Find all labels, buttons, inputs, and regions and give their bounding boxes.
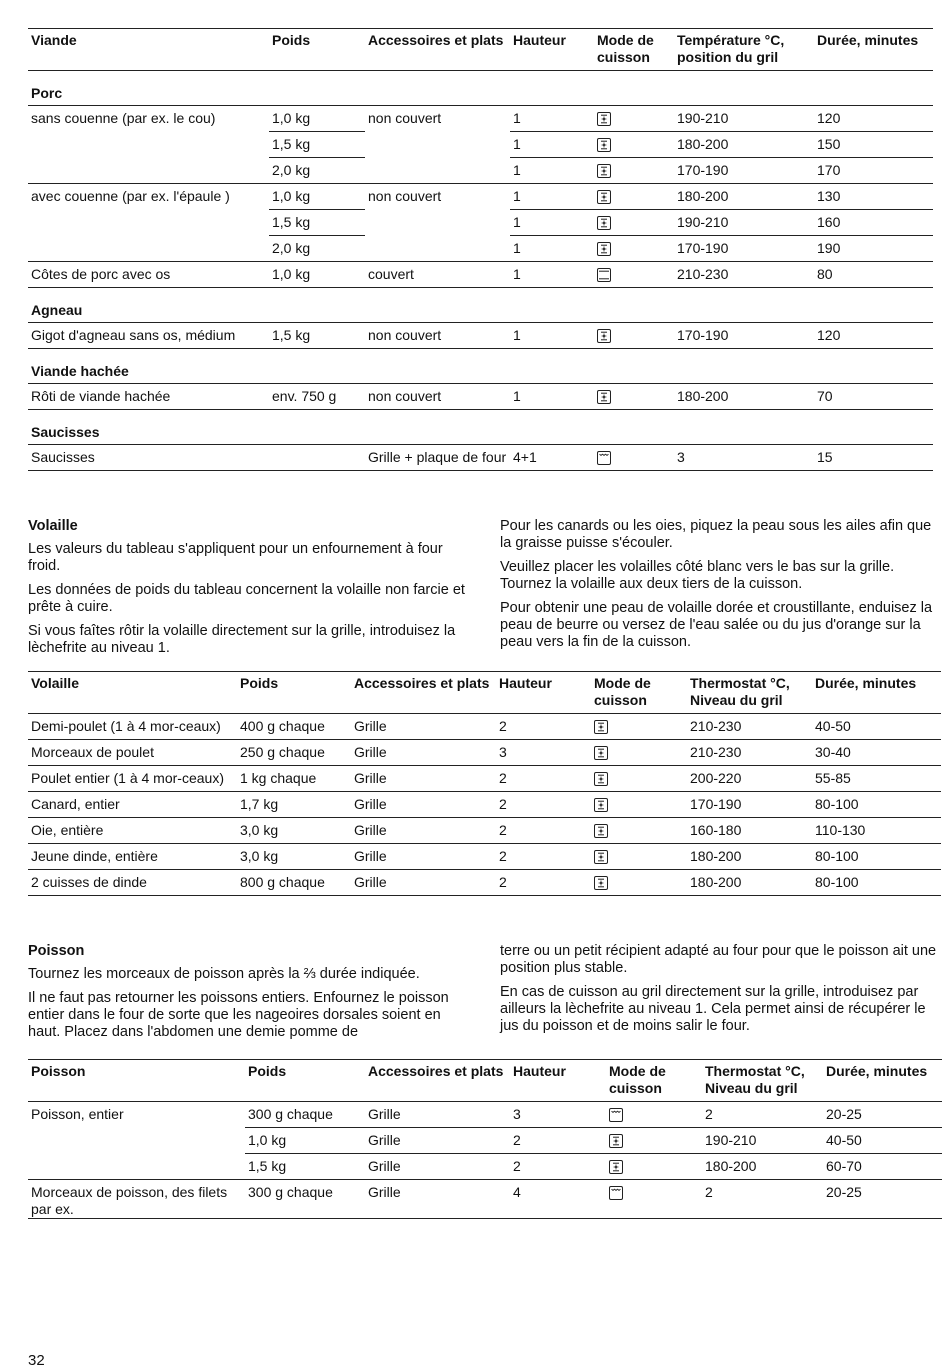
convection-icon: [594, 772, 608, 786]
row-mode: [591, 844, 687, 870]
col-header: Poids: [240, 675, 279, 691]
row-height: 2: [496, 792, 591, 818]
row-weight: 1,5 kg: [269, 210, 365, 236]
row-name: Canard, entier: [28, 792, 237, 818]
convection-icon: [597, 112, 611, 126]
table-row: [28, 844, 941, 870]
row-accessories: non couvert: [365, 384, 510, 410]
row-mode: [591, 818, 687, 844]
col-header: Mode de cuisson: [609, 1063, 666, 1096]
row-duration: 80-100: [812, 844, 941, 870]
row-duration: 130: [814, 184, 933, 210]
row-name: Demi-poulet (1 à 4 mor-ceaux): [31, 718, 221, 734]
row-weight: 2,0 kg: [269, 236, 365, 262]
row-temperature: 180-200: [674, 132, 814, 158]
row-weight: 1,7 kg: [237, 792, 351, 818]
row-accessories: Grille: [351, 844, 496, 870]
grill-icon: [597, 451, 611, 465]
row-name: Saucisses: [28, 445, 269, 471]
row-name: Poulet entier (1 à 4 mor-ceaux): [28, 766, 237, 792]
row-temperature: 210-230: [687, 740, 812, 766]
row-height: 4: [510, 1180, 606, 1219]
table-row: [28, 384, 933, 410]
row-temperature: 2: [705, 1106, 713, 1122]
volaille-table: [28, 671, 941, 896]
convection-icon: [594, 746, 608, 760]
row-mode: [594, 158, 674, 184]
table-row: [28, 740, 941, 766]
convection-icon: [597, 138, 611, 152]
section-title: Saucisses: [28, 410, 933, 445]
row-name: [28, 1154, 245, 1180]
row-accessories: Grille: [365, 1128, 510, 1154]
row-duration: 15: [814, 445, 933, 471]
volaille-table-header: [28, 672, 941, 714]
col-header: Viande: [31, 32, 77, 48]
row-temperature: 190-210: [702, 1128, 823, 1154]
row-mode: [594, 384, 674, 410]
row-mode: [606, 1180, 702, 1219]
row-name: 2 cuisses de dinde: [28, 870, 237, 896]
row-name: Gigot d'agneau sans os, médium: [28, 323, 269, 349]
row-height: 1: [510, 184, 594, 210]
col-header: Thermostat °C, Niveau du gril: [690, 675, 790, 708]
section-title: Agneau: [28, 288, 933, 323]
row-temperature: 2: [702, 1180, 823, 1219]
row-height: 1: [510, 132, 594, 158]
row-mode: [591, 766, 687, 792]
row-weight: 250 g chaque: [237, 740, 351, 766]
row-weight: 400 g chaque: [240, 718, 325, 734]
page-number: 32: [28, 1352, 45, 1369]
row-weight: 800 g chaque: [237, 870, 351, 896]
col-header: Hauteur: [513, 32, 566, 48]
row-height: 1: [510, 384, 594, 410]
row-duration: 30-40: [812, 740, 941, 766]
row-temperature: 190-210: [674, 106, 814, 132]
table-row: [28, 236, 933, 262]
row-name: Morceaux de poisson, des filets par ex.: [28, 1180, 245, 1219]
row-weight: 3,0 kg: [237, 818, 351, 844]
row-accessories: Grille: [351, 792, 496, 818]
row-name: [28, 158, 269, 184]
row-mode: [594, 262, 674, 288]
row-mode: [594, 106, 674, 132]
row-duration: 110-130: [812, 818, 941, 844]
convection-icon: [597, 242, 611, 256]
row-duration: 160: [814, 210, 933, 236]
paragraph: En cas de cuisson au gril directement sur la grille, introduisez par ailleurs la lèchefrite au niveau 1. Cela permet ainsi de récupérer le jus du poisson et de moins salir le four.: [500, 984, 926, 1034]
col-header: Durée, minutes: [826, 1063, 928, 1079]
row-duration: 170: [814, 158, 933, 184]
col-header: Volaille: [31, 675, 79, 691]
row-weight: 3,0 kg: [237, 844, 351, 870]
poisson-text-right: [500, 943, 942, 1042]
table-row: [28, 1180, 942, 1219]
table-row: [28, 106, 933, 132]
row-accessories: Grille + plaque de four: [365, 445, 510, 471]
row-accessories: Grille: [368, 1106, 401, 1122]
row-weight: 1,5 kg: [245, 1154, 365, 1180]
table-row: [28, 870, 941, 896]
row-duration: 20-25: [823, 1180, 942, 1219]
paragraph: Les valeurs du tableau s'appliquent pour un enfournement à four froid.: [28, 541, 443, 574]
row-mode: [594, 184, 674, 210]
row-height: 1: [510, 262, 594, 288]
col-header: Poids: [272, 32, 311, 48]
table-row: [28, 1128, 942, 1154]
row-duration: 40-50: [815, 718, 851, 734]
row-temperature: 180-200: [674, 384, 814, 410]
row-accessories: non couvert: [365, 184, 510, 210]
volaille-text-left: [28, 518, 468, 664]
row-height: 2: [499, 718, 507, 734]
row-accessories: Grille: [354, 718, 387, 734]
row-height: 1: [510, 210, 594, 236]
row-duration: 80: [814, 262, 933, 288]
section-title: Viande hachée: [28, 349, 933, 384]
top-bottom-heat-icon: [597, 268, 611, 282]
convection-icon: [597, 216, 611, 230]
col-header: Durée, minutes: [817, 32, 919, 48]
row-duration: 80-100: [812, 792, 941, 818]
col-header: Poids: [248, 1063, 287, 1079]
row-mode: [594, 236, 674, 262]
col-header: Thermostat °C, Niveau du gril: [705, 1063, 805, 1096]
col-header: Durée, minutes: [815, 675, 917, 691]
convection-icon: [594, 850, 608, 864]
poisson-text-left: [28, 943, 473, 1048]
table-row: [28, 818, 941, 844]
row-weight: 1 kg chaque: [237, 766, 351, 792]
volaille-text-right: [500, 518, 942, 658]
table-row: [28, 158, 933, 184]
row-weight: 1,5 kg: [269, 132, 365, 158]
row-name: Côtes de porc avec os: [28, 262, 269, 288]
convection-icon: [597, 190, 611, 204]
poisson-title: Poisson: [28, 943, 85, 959]
col-header: Mode de cuisson: [597, 32, 654, 65]
col-header: Température °C, position du gril: [677, 32, 785, 65]
row-name: [28, 132, 269, 158]
convection-icon: [594, 824, 608, 838]
row-temperature: 180-200: [687, 870, 812, 896]
table-row: [28, 792, 941, 818]
row-temperature: 170-190: [674, 236, 814, 262]
row-weight: 1,0 kg: [245, 1128, 365, 1154]
row-accessories: Grille: [351, 870, 496, 896]
volaille-title: Volaille: [28, 518, 78, 534]
col-header: Mode de cuisson: [594, 675, 651, 708]
row-height: 2: [510, 1154, 606, 1180]
row-weight: env. 750 g: [269, 384, 365, 410]
poisson-table: [28, 1059, 942, 1219]
row-mode: [594, 132, 674, 158]
row-name: sans couenne (par ex. le cou): [28, 106, 269, 132]
convection-icon: [594, 876, 608, 890]
row-height: 1: [510, 106, 594, 132]
convection-icon: [609, 1134, 623, 1148]
row-mode: [594, 323, 674, 349]
row-duration: 150: [814, 132, 933, 158]
row-height: 1: [510, 236, 594, 262]
convection-icon: [594, 720, 608, 734]
row-duration: 20-25: [826, 1106, 862, 1122]
table-row: [28, 445, 933, 471]
convection-icon: [597, 329, 611, 343]
col-header: Poisson: [31, 1063, 86, 1079]
row-accessories: [365, 158, 510, 184]
table-row: [28, 766, 941, 792]
meat-table: [28, 28, 933, 471]
row-height: 2: [496, 870, 591, 896]
section-row: [28, 410, 933, 445]
row-temperature: 180-200: [674, 184, 814, 210]
row-accessories: Grille: [351, 766, 496, 792]
row-temperature: 210-230: [674, 262, 814, 288]
row-duration: 55-85: [812, 766, 941, 792]
col-header: Accessoires et plats: [368, 1063, 504, 1079]
row-temperature: 170-190: [674, 158, 814, 184]
convection-icon: [609, 1160, 623, 1174]
row-name: [28, 1128, 245, 1154]
col-header: Hauteur: [499, 675, 552, 691]
section-row: [28, 349, 933, 384]
section-row: [28, 288, 933, 323]
poisson-table-header: [28, 1060, 942, 1102]
row-weight: 1,0 kg: [269, 262, 365, 288]
table-row: [28, 210, 933, 236]
row-temperature: 190-210: [674, 210, 814, 236]
row-temperature: 180-200: [687, 844, 812, 870]
row-weight: 2,0 kg: [269, 158, 365, 184]
row-height: 3: [496, 740, 591, 766]
row-name: Poisson, entier: [31, 1106, 124, 1122]
row-height: 2: [510, 1128, 606, 1154]
row-mode: [606, 1154, 702, 1180]
paragraph: Tournez les morceaux de poisson après la ⅔ durée indiquée.: [28, 966, 420, 982]
table-row: [28, 1154, 942, 1180]
row-mode: [591, 870, 687, 896]
row-accessories: Grille: [351, 740, 496, 766]
grill-icon: [609, 1108, 623, 1122]
row-height: 1: [510, 158, 594, 184]
convection-icon: [597, 164, 611, 178]
col-header: Accessoires et plats: [354, 675, 490, 691]
row-weight: 1,5 kg: [269, 323, 365, 349]
row-mode: [594, 445, 674, 471]
row-mode: [591, 792, 687, 818]
row-accessories: [365, 132, 510, 158]
paragraph: terre ou un petit récipient adapté au four pour que le poisson ait une position plus stable.: [500, 943, 937, 976]
row-name: Jeune dinde, entière: [28, 844, 237, 870]
table-row: [28, 714, 941, 740]
convection-icon: [594, 798, 608, 812]
row-duration: 120: [814, 106, 933, 132]
row-mode: [594, 210, 674, 236]
row-name: Oie, entière: [28, 818, 237, 844]
row-accessories: [365, 210, 510, 236]
row-height: 4+1: [510, 445, 594, 471]
row-accessories: Grille: [365, 1154, 510, 1180]
row-mode: [591, 740, 687, 766]
row-mode: [606, 1102, 702, 1128]
paragraph: Pour obtenir une peau de volaille dorée et croustillante, enduisez la peau de beurre ou versez de l'eau salée ou du jus d'orange sur la peau vers la fin de la cuisson.: [500, 600, 933, 650]
paragraph: Les données de poids du tableau concernent la volaille non farcie et prête à cuire.: [28, 582, 465, 615]
meat-table-header: [28, 29, 933, 71]
row-duration: 120: [814, 323, 933, 349]
row-weight: 1,0 kg: [269, 106, 365, 132]
row-duration: 70: [814, 384, 933, 410]
row-height: 2: [496, 818, 591, 844]
row-weight: [269, 445, 365, 471]
table-row: [28, 132, 933, 158]
section-title: Porc: [31, 85, 63, 101]
row-duration: 60-70: [823, 1154, 942, 1180]
row-accessories: [365, 236, 510, 262]
row-accessories: non couvert: [365, 106, 510, 132]
row-temperature: 3: [674, 445, 814, 471]
row-height: 2: [496, 844, 591, 870]
paragraph: Pour les canards ou les oies, piquez la peau sous les ailes afin que la graisse puisse s'écouler.: [500, 518, 932, 551]
row-duration: 80-100: [812, 870, 941, 896]
row-weight: 300 g chaque: [245, 1180, 365, 1219]
convection-icon: [597, 390, 611, 404]
row-height: 2: [496, 766, 591, 792]
row-duration: 40-50: [823, 1128, 942, 1154]
row-temperature: 160-180: [687, 818, 812, 844]
row-height: 1: [510, 323, 594, 349]
paragraph: Veuillez placer les volailles côté blanc vers le bas sur la grille. Tournez la volaille aux deux tiers de la cuisson.: [500, 559, 895, 592]
paragraph: Il ne faut pas retourner les poissons entiers. Enfournez le poisson entier dans le four de sorte que les nageoires dorsales soient en haut. Placez dans l'abdomen une demie pomme de: [28, 990, 449, 1040]
section-row: [28, 71, 933, 106]
row-name: Rôti de viande hachée: [28, 384, 269, 410]
row-accessories: couvert: [365, 262, 510, 288]
row-height: 3: [513, 1106, 521, 1122]
row-temperature: 180-200: [702, 1154, 823, 1180]
grill-icon: [609, 1186, 623, 1200]
row-weight: 300 g chaque: [248, 1106, 333, 1122]
table-row: [28, 1102, 942, 1128]
table-row: [28, 184, 933, 210]
row-name: Morceaux de poulet: [28, 740, 237, 766]
col-header: Hauteur: [513, 1063, 566, 1079]
row-accessories: Grille: [351, 818, 496, 844]
row-accessories: Grille: [365, 1180, 510, 1219]
row-temperature: 200-220: [687, 766, 812, 792]
table-row: [28, 262, 933, 288]
row-accessories: non couvert: [365, 323, 510, 349]
row-mode: [606, 1128, 702, 1154]
row-temperature: 170-190: [687, 792, 812, 818]
row-weight: 1,0 kg: [269, 184, 365, 210]
paragraph: Si vous faîtes rôtir la volaille directement sur la grille, introduisez la lèchefrite au niveau 1.: [28, 623, 456, 656]
table-row: [28, 323, 933, 349]
row-mode: [591, 714, 687, 740]
row-temperature: 170-190: [674, 323, 814, 349]
row-duration: 190: [814, 236, 933, 262]
row-name: [28, 236, 269, 262]
row-temperature: 210-230: [690, 718, 742, 734]
row-name: avec couenne (par ex. l'épaule ): [28, 184, 269, 210]
col-header: Accessoires et plats: [368, 32, 504, 48]
row-name: [28, 210, 269, 236]
